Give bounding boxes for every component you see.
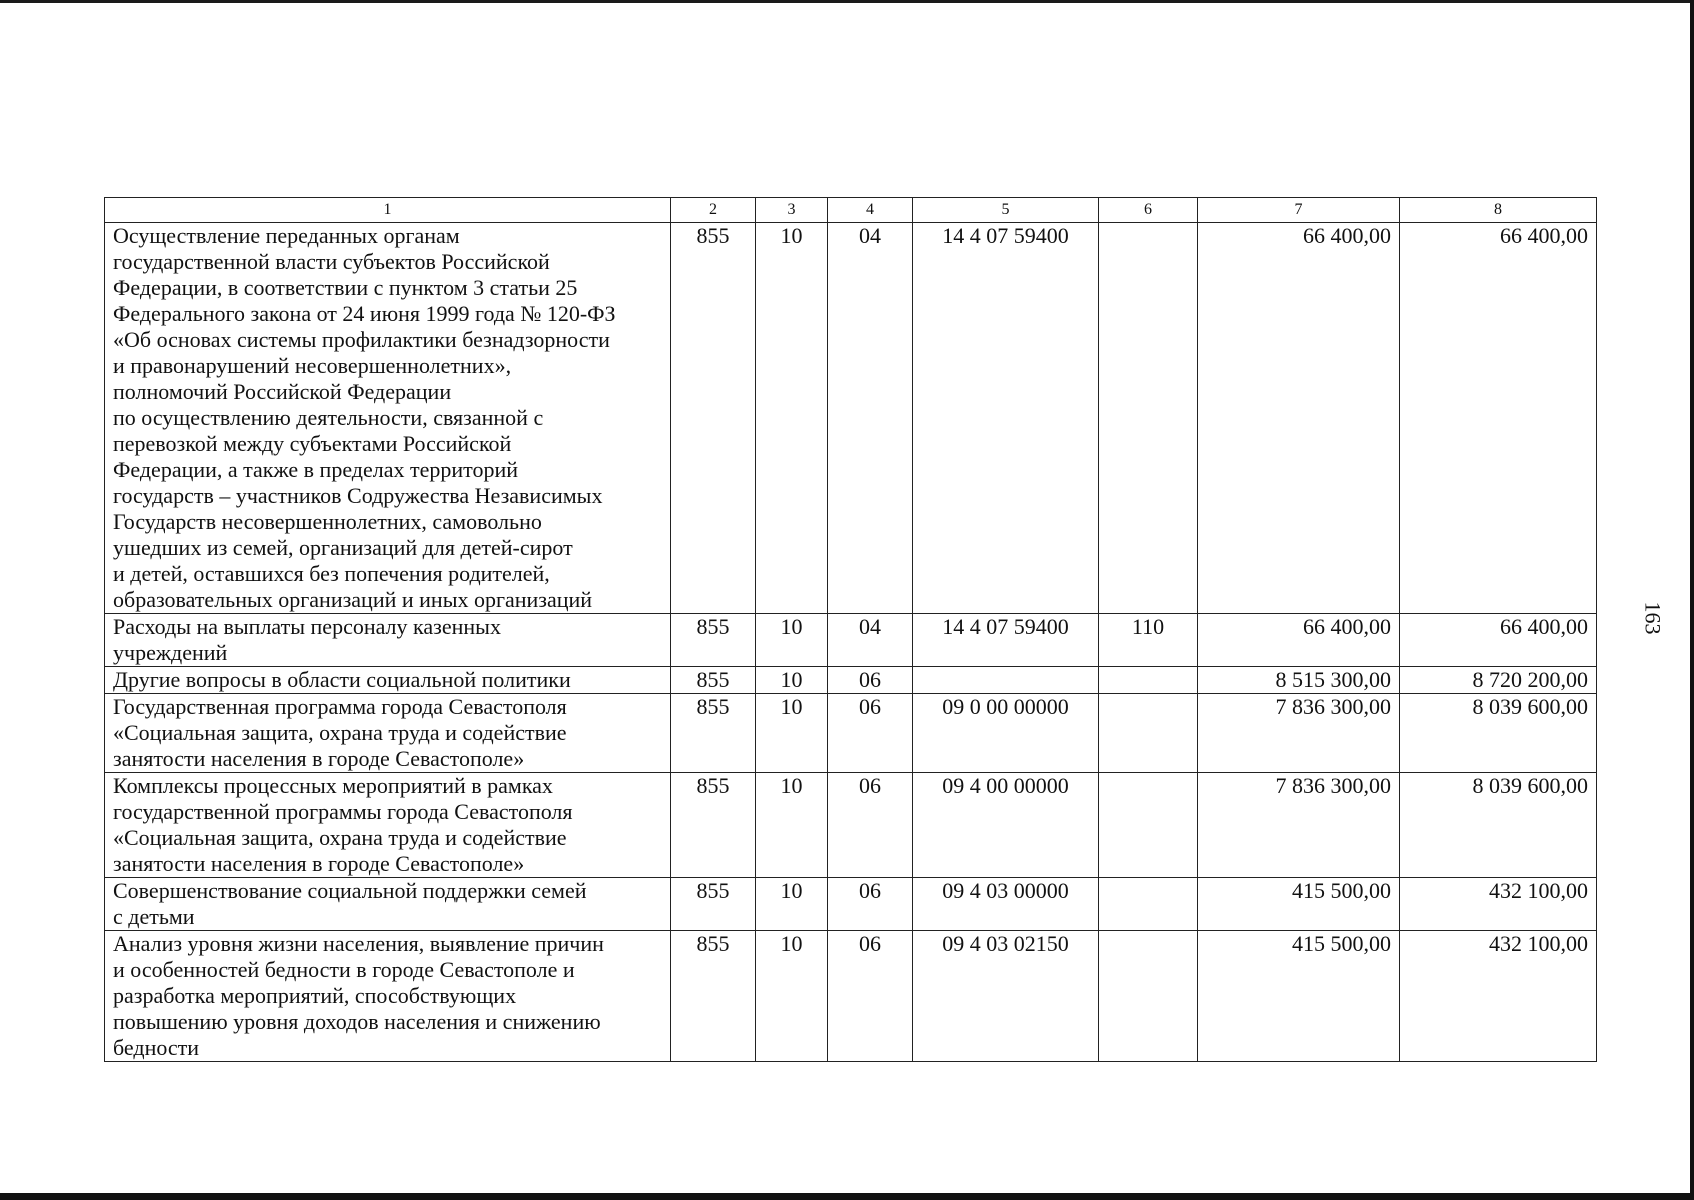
- section-code-cell: 10: [756, 931, 828, 1062]
- expense-type-cell: [1099, 223, 1198, 614]
- target-article-cell: 09 4 00 00000: [913, 773, 1099, 878]
- table-row: [105, 667, 1597, 694]
- scan-edge-top: [0, 0, 1694, 3]
- admin-code-cell: 855: [671, 773, 756, 878]
- row-name-cell: [105, 667, 671, 694]
- target-article-cell: 14 4 07 59400: [913, 223, 1099, 614]
- amount-year1-cell: 66 400,00: [1198, 614, 1400, 667]
- row-name-line: государственной власти субъектов Российской: [113, 249, 550, 274]
- subsection-code-cell: 06: [828, 773, 913, 878]
- row-name-line: и детей, оставшихся без попечения родителей,: [113, 561, 550, 586]
- expense-type-cell: [1099, 773, 1198, 878]
- row-name-line: с детьми: [113, 904, 195, 929]
- expense-type-cell: [1099, 878, 1198, 931]
- admin-code-cell: 855: [671, 667, 756, 694]
- row-name-line: бедности: [113, 1035, 200, 1060]
- row-name-cell: [105, 614, 671, 667]
- section-code-cell: 10: [756, 223, 828, 614]
- row-name-line: Другие вопросы в области социальной политики: [113, 667, 571, 692]
- section-code-cell: 10: [756, 694, 828, 773]
- section-code-cell: 10: [756, 773, 828, 878]
- row-name-line: Федерации, в соответствии с пунктом 3 статьи 25: [113, 275, 578, 300]
- row-name-line: Федерального закона от 24 июня 1999 года № 120-ФЗ: [113, 301, 616, 326]
- row-name-line: Федерации, а также в пределах территорий: [113, 457, 519, 482]
- amount-year1-cell: 66 400,00: [1198, 223, 1400, 614]
- admin-code-cell: 855: [671, 614, 756, 667]
- amount-year2-cell: 432 100,00: [1400, 931, 1597, 1062]
- page-number: 163: [1640, 601, 1666, 635]
- amount-year1-cell: 7 836 300,00: [1198, 773, 1400, 878]
- section-code-cell: 10: [756, 614, 828, 667]
- table-row: [105, 614, 1597, 667]
- expense-type-cell: [1099, 931, 1198, 1062]
- target-article-cell: [913, 667, 1099, 694]
- subsection-code-cell: 04: [828, 614, 913, 667]
- row-name-line: занятости населения в городе Севастополе»: [113, 746, 525, 771]
- header-cell: 4: [828, 198, 913, 223]
- row-name-line: государственной программы города Севастополя: [113, 799, 573, 824]
- row-name-line: государств – участников Содружества Независимых: [113, 483, 603, 508]
- amount-year2-cell: 8 720 200,00: [1400, 667, 1597, 694]
- row-name-line: «Социальная защита, охрана труда и содействие: [113, 825, 567, 850]
- row-name-line: и правонарушений несовершеннолетних»,: [113, 353, 512, 378]
- header-cell: 3: [756, 198, 828, 223]
- amount-year2-cell: 66 400,00: [1400, 614, 1597, 667]
- expense-type-cell: [1099, 667, 1198, 694]
- amount-year1-cell: 415 500,00: [1198, 878, 1400, 931]
- table-row: [105, 223, 1597, 614]
- amount-year2-cell: 8 039 600,00: [1400, 773, 1597, 878]
- row-name-cell: [105, 931, 671, 1062]
- scan-edge-right: [1690, 0, 1694, 1200]
- section-code-cell: 10: [756, 878, 828, 931]
- header-cell: 7: [1198, 198, 1400, 223]
- row-name-line: перевозкой между субъектами Российской: [113, 431, 512, 456]
- admin-code-cell: 855: [671, 931, 756, 1062]
- row-name-line: Расходы на выплаты персоналу казенных: [113, 614, 501, 639]
- section-code-cell: 10: [756, 667, 828, 694]
- admin-code-cell: 855: [671, 878, 756, 931]
- row-name-line: ушедших из семей, организаций для детей-сирот: [113, 535, 573, 560]
- row-name-line: повышению уровня доходов населения и снижению: [113, 1009, 601, 1034]
- table-row: [105, 773, 1597, 878]
- target-article-cell: 14 4 07 59400: [913, 614, 1099, 667]
- row-name-line: Анализ уровня жизни населения, выявление причин: [113, 931, 604, 956]
- row-name-line: разработка мероприятий, способствующих: [113, 983, 517, 1008]
- target-article-cell: 09 4 03 02150: [913, 931, 1099, 1062]
- row-name-line: занятости населения в городе Севастополе»: [113, 851, 525, 876]
- amount-year2-cell: 432 100,00: [1400, 878, 1597, 931]
- admin-code-cell: 855: [671, 223, 756, 614]
- row-name-line: «Об основах системы профилактики безнадзорности: [113, 327, 610, 352]
- subsection-code-cell: 06: [828, 931, 913, 1062]
- table-body: [105, 223, 1597, 1062]
- header-cell: 2: [671, 198, 756, 223]
- subsection-code-cell: 06: [828, 667, 913, 694]
- row-name-line: Осуществление переданных органам: [113, 223, 460, 248]
- expense-type-cell: [1099, 694, 1198, 773]
- scan-edge-bottom: [0, 1193, 1694, 1200]
- amount-year2-cell: 8 039 600,00: [1400, 694, 1597, 773]
- table-row: [105, 878, 1597, 931]
- row-name-cell: [105, 773, 671, 878]
- row-name-line: по осуществлению деятельности, связанной с: [113, 405, 544, 430]
- row-name-line: и особенностей бедности в городе Севастополе и: [113, 957, 575, 982]
- row-name-line: образовательных организаций и иных организаций: [113, 587, 593, 612]
- target-article-cell: 09 0 00 00000: [913, 694, 1099, 773]
- expense-type-cell: 110: [1099, 614, 1198, 667]
- row-name-line: «Социальная защита, охрана труда и содействие: [113, 720, 567, 745]
- column-number-header: [105, 198, 1597, 223]
- header-cell: 6: [1099, 198, 1198, 223]
- subsection-code-cell: 06: [828, 694, 913, 773]
- row-name-cell: [105, 694, 671, 773]
- row-name-line: Государств несовершеннолетних, самовольно: [113, 509, 542, 534]
- target-article-cell: 09 4 03 00000: [913, 878, 1099, 931]
- row-name-line: Государственная программа города Севастополя: [113, 694, 567, 719]
- table-row: [105, 931, 1597, 1062]
- row-name-line: полномочий Российской Федерации: [113, 379, 452, 404]
- subsection-code-cell: 06: [828, 878, 913, 931]
- amount-year2-cell: 66 400,00: [1400, 223, 1597, 614]
- row-name-cell: [105, 223, 671, 614]
- row-name-cell: [105, 878, 671, 931]
- header-cell: 1: [105, 198, 671, 223]
- amount-year1-cell: 8 515 300,00: [1198, 667, 1400, 694]
- budget-table: [104, 197, 1597, 1062]
- row-name-line: учреждений: [113, 640, 228, 665]
- header-cell: 5: [913, 198, 1099, 223]
- amount-year1-cell: 7 836 300,00: [1198, 694, 1400, 773]
- admin-code-cell: 855: [671, 694, 756, 773]
- amount-year1-cell: 415 500,00: [1198, 931, 1400, 1062]
- table-row: [105, 694, 1597, 773]
- row-name-line: Комплексы процессных мероприятий в рамках: [113, 773, 553, 798]
- subsection-code-cell: 04: [828, 223, 913, 614]
- header-cell: 8: [1400, 198, 1597, 223]
- row-name-line: Совершенствование социальной поддержки семей: [113, 878, 587, 903]
